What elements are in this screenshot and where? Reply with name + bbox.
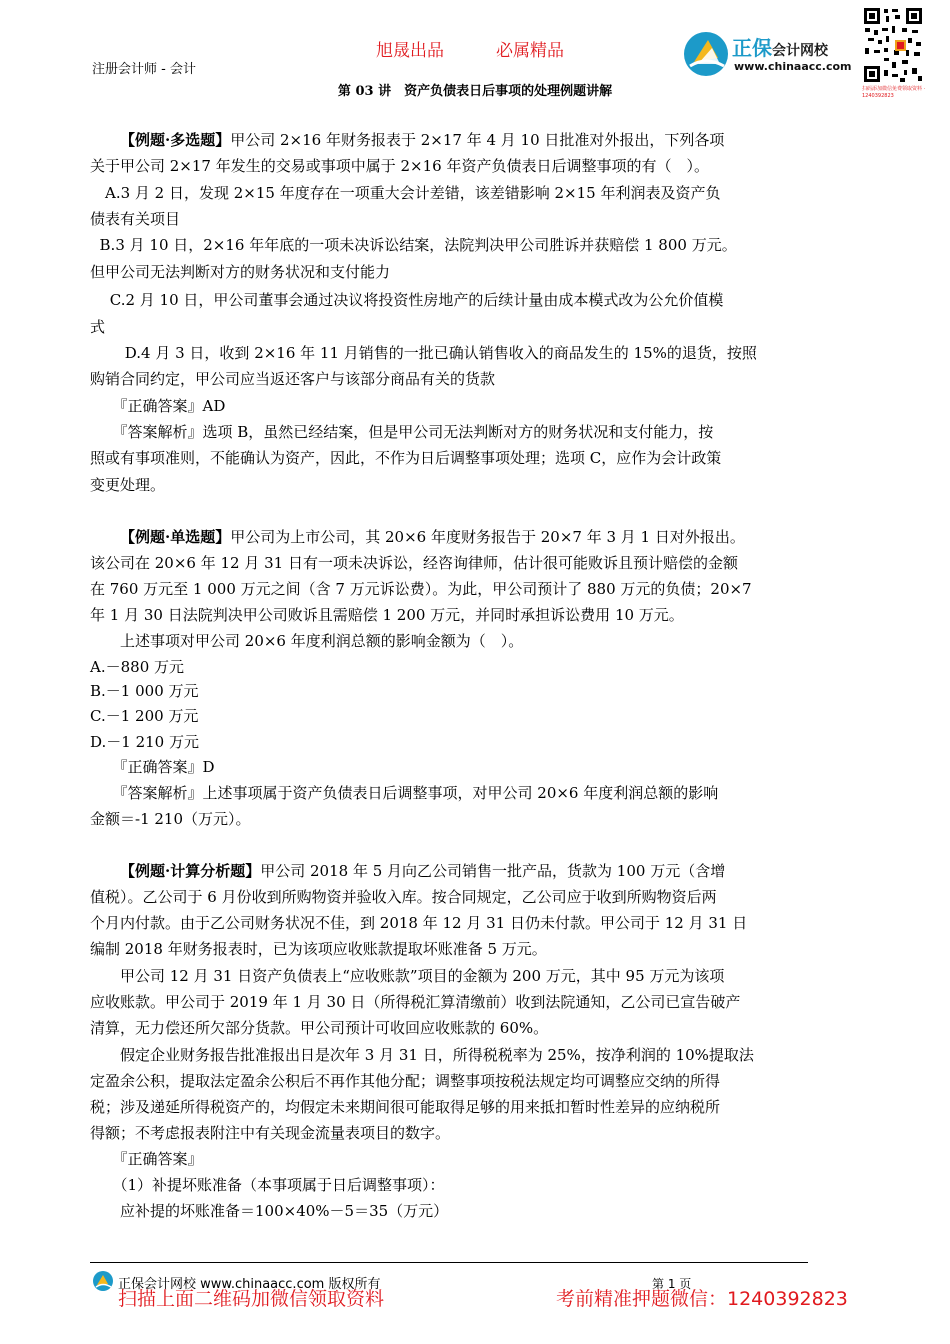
q3-correct-answer: 『正确答案』 [90, 1150, 203, 1168]
q3-para-3-line-1: 假定企业财务报告批准报出日是次年 3 月 31 日，所得税税率为 25%，按净利润的 10%提取法 [90, 1046, 754, 1064]
q2-option-b: B.－1 000 万元 [90, 682, 199, 700]
subject-label: 注册会计师 - 会计 [92, 62, 196, 77]
logo-name [732, 32, 828, 61]
q1-tag: 【例题·多选题】 [120, 131, 231, 149]
logo-emblem-icon [682, 28, 732, 78]
q1-correct-answer: 『正确答案』AD [90, 397, 226, 415]
q2-correct-answer: 『正确答案』D [90, 758, 215, 776]
q1-option-d-line-1: D.4 月 3 日，收到 2×16 年 11 月销售的一批已确认销售收入的商品发生的 15%的退货，按照 [90, 344, 757, 362]
q3-para-3-line-3: 税；涉及递延所得税资产的，均假定未来期间很可能取得足够的用来抵扣暂时性差异的应纳税所 [90, 1098, 721, 1116]
q2-question: 上述事项对甲公司 20×6 年度利润总额的影响金额为（ ）。 [90, 632, 524, 650]
q3-tag: 【例题·计算分析题】 [120, 862, 261, 880]
q3-step-1: （1）补提坏账准备（本事项属于日后调整事项）： [90, 1176, 445, 1194]
footer-logo-icon [92, 1270, 114, 1292]
q1-option-a-line-2: 债表有关项目 [90, 210, 181, 228]
page-number: 第 1 页 [652, 1277, 692, 1291]
q2-option-c: C.－1 200 万元 [90, 707, 199, 725]
q1-analysis-line-2: 照或有事项准则，不能确认为资产，因此，不作为日后调整事项处理；选项 C，应作为会计政策 [90, 449, 722, 467]
q1-option-b-line-1: B.3 月 10 日，2×16 年年底的一项未决诉讼结案，法院判决甲公司胜诉并获赔偿 1 800 万元。 [90, 236, 737, 254]
q1-option-d-line-2: 购销合同约定，甲公司应当返还客户与该部分商品有关的货款 [90, 370, 496, 388]
q1-stem-line-1 [90, 127, 870, 153]
q3-para-1-text-1: 甲公司 2018 年 5 月向乙公司销售一批产品，货款为 100 万元（含增 [260, 862, 726, 880]
logo-name-suffix: 会计网校 [772, 43, 828, 59]
q2-option-a: A.－880 万元 [90, 658, 184, 676]
q3-para-1-line-1 [90, 858, 870, 884]
q2-tag: 【例题·单选题】 [120, 528, 231, 546]
q1-analysis-line-3: 变更处理。 [90, 476, 166, 494]
q2-option-d: D.－1 210 万元 [90, 733, 199, 751]
q1-option-c-line-1: C.2 月 10 日，甲公司董事会通过决议将投资性房地产的后续计量由成本模式改为公允价值模 [90, 291, 724, 309]
q2-stem-line-4: 年 1 月 30 日法院判决甲公司败诉且需赔偿 1 200 万元，并同时承担诉讼费用 10 万元。 [90, 606, 684, 624]
q3-para-1-line-2: 值税）。乙公司于 6 月份收到所购物资并验收入库。按合同规定，乙公司应于收到所购物资后两 [90, 888, 717, 906]
q1-option-c-line-2: 式 [90, 318, 106, 336]
qr-code-icon [862, 6, 924, 84]
q3-para-3-line-4: 得额；不考虑报表附注中有关现金流量表项目的数字。 [90, 1124, 451, 1142]
q3-calculation: 应补提的坏账准备＝100×40%－5＝35（万元） [90, 1202, 449, 1220]
lecture-title: 第 03 讲 资产负债表日后事项的处理例题讲解 [337, 84, 613, 99]
logo-name-main: 正保 [732, 36, 772, 60]
q2-stem-line-3: 在 760 万元至 1 000 万元之间（含 7 万元诉讼费）。为此，甲公司预计了 880 万元的负债；20×7 [90, 580, 752, 598]
q1-stem-text-1: 甲公司 2×16 年财务报表于 2×17 年 4 月 10 日批准对外报出，下列各项 [230, 131, 725, 149]
promo-text-left: 旭晟出品 [376, 41, 444, 61]
q3-para-2-line-2: 应收账款。甲公司于 2019 年 1 月 30 日（所得税汇算清缴前）收到法院通知，乙公司已宣告破产 [90, 993, 741, 1011]
logo-url: www.chinaacc.com [734, 60, 852, 73]
q3-para-2-line-3: 清算，无力偿还所欠部分货款。甲公司预计可收回应收账款的 60%。 [90, 1019, 549, 1037]
q1-option-b-line-2: 但甲公司无法判断对方的财务状况和支付能力 [90, 263, 391, 281]
q2-stem-text-1: 甲公司为上市公司，其 20×6 年度财务报告于 20×7 年 3 月 1 日对外报出。 [230, 528, 745, 546]
qr-note: 扫码添加微信免费领取资料 · 1240392823 [862, 86, 926, 99]
q3-para-1-line-3: 个月内付款。由于乙公司财务状况不佳，到 2018 年 12 月 31 日仍未付款。甲公司于 12 月 31 日 [90, 914, 748, 932]
footer-copyright: 正保会计网校 www.chinaacc.com 版权所有 [118, 1277, 381, 1292]
footer-divider [90, 1262, 808, 1263]
q1-option-a-line-1: A.3 月 2 日，发现 2×15 年度存在一项重大会计差错，该差错影响 2×15 年利润表及资产负 [90, 184, 721, 202]
q3-para-1-line-4: 编制 2018 年财务报表时，已为该项应收账款提取坏账准备 5 万元。 [90, 940, 547, 958]
q2-analysis-line-1: 『答案解析』上述事项属于资产负债表日后调整事项，对甲公司 20×6 年度利润总额的影响 [90, 784, 719, 802]
bottom-promo-left: 扫描上面二维码加微信领取资料 [118, 1288, 385, 1310]
q3-para-2-line-1: 甲公司 12 月 31 日资产负债表上“应收账款”项目的金额为 200 万元，其中 95 万元为该项 [90, 967, 725, 985]
q1-stem-line-2: 关于甲公司 2×17 年发生的交易或事项中属于 2×16 年资产负债表日后调整事项的有（ ）。 [90, 157, 709, 175]
q2-analysis-line-2: 金额＝-1 210（万元）。 [90, 810, 251, 828]
bottom-promo-right: 考前精准押题微信：1240392823 [556, 1288, 848, 1310]
brand-logo [682, 28, 858, 80]
q2-stem-line-2: 该公司在 20×6 年 12 月 31 日有一项未决诉讼，经咨询律师，估计很可能败诉且预计赔偿的金额 [90, 554, 738, 572]
promo-text-right: 必属精品 [496, 41, 564, 61]
q1-analysis-line-1: 『答案解析』选项 B，虽然已经结案，但是甲公司无法判断对方的财务状况和支付能力，按 [90, 423, 714, 441]
q2-stem-line-1 [90, 524, 870, 550]
q3-para-3-line-2: 定盈余公积，提取法定盈余公积后不再作其他分配；调整事项按税法规定均可调整应交纳的所得 [90, 1072, 721, 1090]
